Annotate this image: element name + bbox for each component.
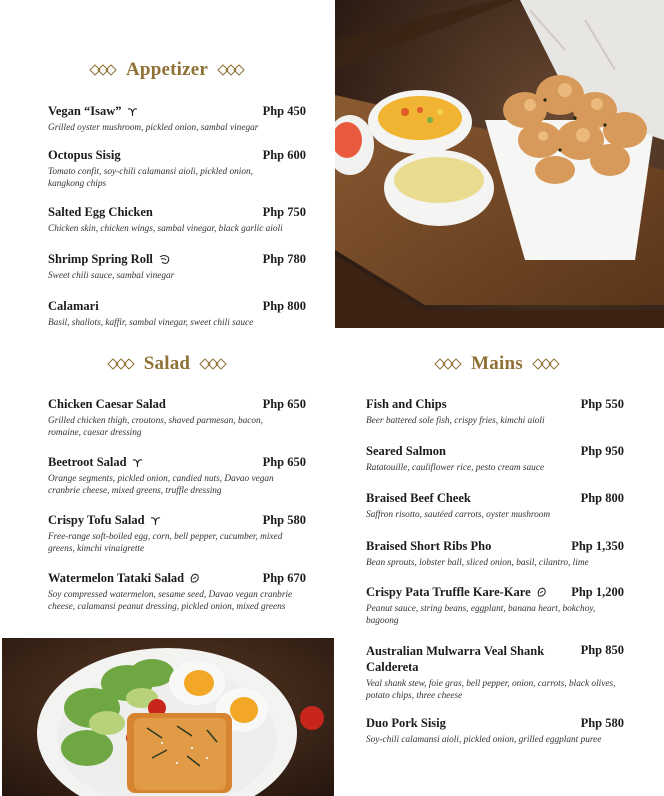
item-description: Orange segments, pickled onion, candied nuts, Davao vegan cranbrie cheese, mixed greens, truffle dressing	[48, 474, 274, 496]
item-name: Watermelon Tataki Salad	[48, 571, 200, 586]
menu-item	[48, 205, 306, 236]
calamari-photo	[335, 0, 664, 328]
item-description: Grilled oyster mushroom, pickled onion, sambal vinegar	[48, 123, 259, 133]
item-description: Sweet chili sauce, sambal vinegar	[48, 271, 175, 281]
menu-item	[48, 299, 306, 330]
item-name: Octopus Sisig	[48, 148, 121, 162]
shrimp-icon	[158, 254, 171, 265]
menu-item	[366, 585, 624, 627]
nut-icon	[536, 587, 547, 598]
item-name: Calamari	[48, 299, 99, 313]
menu-item	[366, 716, 624, 747]
menu-item	[366, 397, 624, 428]
item-price: Php 850	[580, 643, 624, 657]
menu-item	[48, 252, 306, 283]
item-description: Ratatouille, cauliflower rice, pesto cream sauce	[366, 463, 545, 473]
menu-item	[48, 571, 306, 613]
item-description: Peanut sauce, string beans, eggplant, banana heart, bokchoy, bagoong	[366, 604, 596, 626]
menu-item	[366, 444, 624, 475]
item-description: Free-range soft-boiled egg, corn, bell pepper, cucumber, mixed greens, kimchi vinaigrette	[48, 532, 283, 554]
item-price: Php 800	[262, 299, 306, 313]
item-name: Crispy Tofu Salad	[48, 513, 161, 528]
ornament-right-icon	[198, 358, 228, 370]
item-description: Beer battered sole fish, crispy fries, kimchi aioli	[366, 416, 545, 426]
salad-title: Salad	[143, 353, 191, 374]
item-price: Php 580	[262, 513, 306, 527]
mains-heading	[330, 351, 664, 377]
item-name: Beetroot Salad	[48, 455, 143, 470]
ornament-right-icon	[531, 358, 561, 370]
item-price: Php 1,350	[571, 539, 624, 553]
item-price: Php 1,200	[571, 585, 624, 599]
item-description: Bean sprouts, lobster ball, sliced onion, basil, cilantro, lime	[366, 558, 589, 568]
menu-item	[366, 539, 624, 570]
item-description: Saffron risotto, sautéed carrots, oyster mushroom	[366, 510, 551, 520]
nut-icon	[189, 573, 200, 584]
ornament-left-icon	[88, 64, 118, 76]
item-description: Tomato confit, soy-chili calamansi aioli, pickled onion, kangkong chips	[48, 167, 253, 189]
menu-item	[48, 455, 306, 497]
menu-item	[48, 397, 306, 439]
item-price: Php 750	[262, 205, 306, 219]
menu-item	[48, 513, 306, 555]
item-price: Php 780	[262, 252, 306, 266]
vegan-icon	[132, 458, 143, 468]
salad-photo	[2, 638, 334, 796]
vegan-icon	[150, 516, 161, 526]
salad-heading	[0, 351, 334, 377]
item-name: Duo Pork Sisig	[366, 716, 446, 730]
item-name: Braised Short Ribs Pho	[366, 539, 492, 553]
item-description: Soy compressed watermelon, sesame seed, Davao vegan cranbrie cheese, calamansi peanut dressing, pickled onion, mixed greens	[48, 590, 293, 612]
appetizer-heading	[0, 57, 334, 83]
item-price: Php 670	[262, 571, 306, 585]
item-name: Braised Beef Cheek	[366, 491, 471, 505]
mains-title: Mains	[471, 353, 523, 374]
item-price: Php 800	[580, 491, 624, 505]
menu-item	[366, 643, 624, 702]
vegan-icon	[127, 107, 138, 117]
ornament-left-icon	[433, 358, 463, 370]
item-description: Basil, shallots, kaffir, sambal vinegar, sweet chili sauce	[48, 318, 254, 328]
item-description: Chicken skin, chicken wings, sambal vinegar, black garlic aioli	[48, 224, 283, 234]
item-name: Salted Egg Chicken	[48, 205, 153, 219]
item-description: Grilled chicken thigh, croutons, shaved parmesan, bacon, romaine, caesar dressing	[48, 416, 263, 438]
item-name: Vegan “Isaw”	[48, 104, 138, 119]
item-price: Php 650	[262, 455, 306, 469]
item-name: Shrimp Spring Roll	[48, 252, 171, 267]
item-price: Php 580	[580, 716, 624, 730]
item-price: Php 550	[580, 397, 624, 411]
item-name: Seared Salmon	[366, 444, 446, 458]
item-description: Soy-chili calamansi aioli, pickled onion, grilled eggplant puree	[366, 735, 602, 745]
menu-item	[48, 148, 306, 190]
ornament-right-icon	[216, 64, 246, 76]
item-name: Chicken Caesar Salad	[48, 397, 166, 411]
item-price: Php 600	[262, 148, 306, 162]
item-description: Veal shank stew, foie gras, bell pepper, onion, carrots, black olives, potato chips, three cheese	[366, 679, 616, 701]
menu-item	[48, 104, 306, 135]
item-name: Fish and Chips	[366, 397, 447, 411]
ornament-left-icon	[106, 358, 136, 370]
item-name: Australian Mulwarra Veal Shank Caldereta	[366, 644, 545, 674]
item-price: Php 950	[580, 444, 624, 458]
appetizer-title: Appetizer	[126, 59, 208, 80]
menu-item	[366, 491, 624, 522]
item-price: Php 650	[262, 397, 306, 411]
item-price: Php 450	[262, 104, 306, 118]
item-name: Crispy Pata Truffle Kare-Kare	[366, 585, 547, 600]
